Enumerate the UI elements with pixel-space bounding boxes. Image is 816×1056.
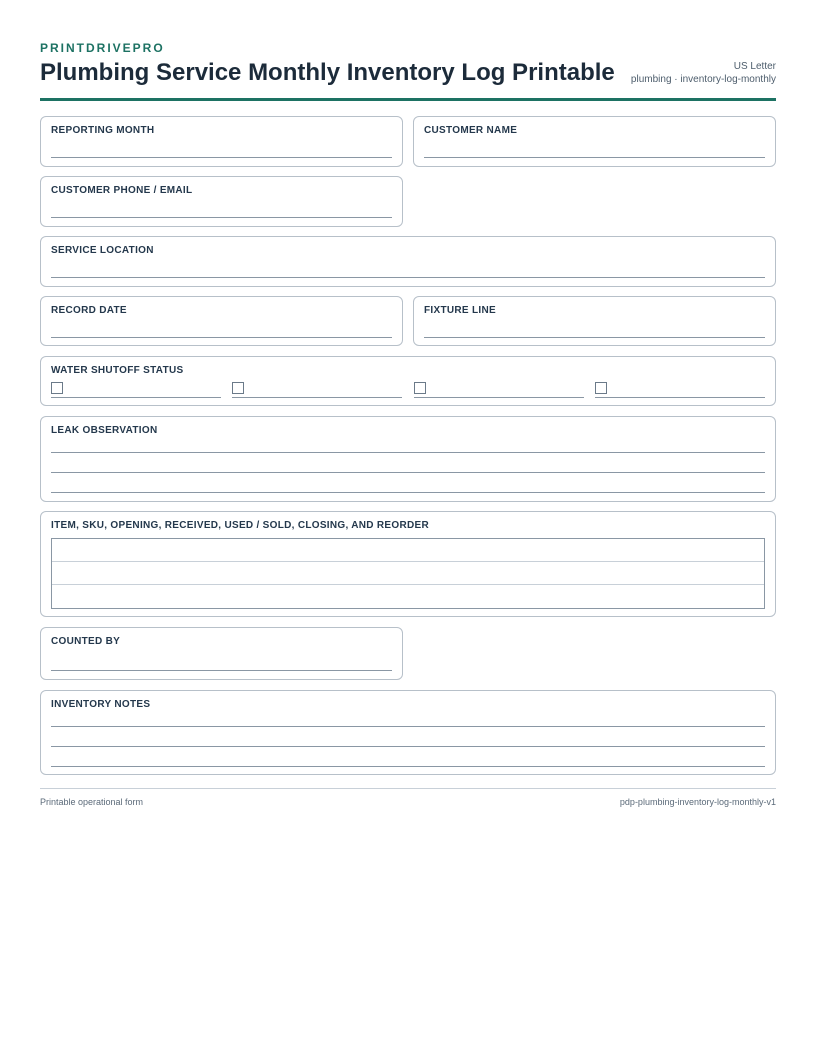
inventory-notes-label: INVENTORY NOTES [51, 699, 151, 710]
checkbox-4[interactable] [595, 382, 607, 394]
form-header [40, 40, 776, 101]
inventory-table-section [40, 511, 776, 617]
option-line-1 [51, 397, 221, 398]
notes-line-3 [51, 766, 765, 767]
paper-size-label: US Letter [733, 61, 776, 72]
customer-contact-label: CUSTOMER PHONE / EMAIL [51, 185, 193, 196]
reporting-month-field[interactable] [40, 116, 403, 167]
form-tags: plumbing · inventory-log-monthly [630, 74, 776, 85]
notes-line-1 [51, 726, 765, 727]
counted-by-label: COUNTED BY [51, 636, 121, 647]
shutoff-option-4[interactable] [595, 382, 765, 398]
brand-logo-text: PRINTDRIVEPRO [40, 41, 165, 55]
checkbox-1[interactable] [51, 382, 63, 394]
water-shutoff-status-field [40, 356, 776, 406]
customer-name-field[interactable] [413, 116, 776, 167]
table-row[interactable] [52, 562, 764, 585]
customer-contact-line [51, 217, 392, 218]
option-line-2 [232, 397, 402, 398]
leak-line-3 [51, 492, 765, 493]
form-id: pdp-plumbing-inventory-log-monthly-v1 [619, 797, 776, 807]
table-row[interactable] [52, 539, 764, 562]
service-location-field[interactable] [40, 236, 776, 287]
fixture-line-line [424, 337, 765, 338]
form-page [40, 40, 776, 807]
leak-observation-field[interactable] [40, 416, 776, 502]
shutoff-option-2[interactable] [232, 382, 402, 398]
customer-name-label: CUSTOMER NAME [424, 125, 518, 136]
customer-contact-field[interactable] [40, 176, 403, 227]
option-line-3 [414, 397, 584, 398]
record-date-line [51, 337, 392, 338]
counted-by-field[interactable] [40, 627, 403, 680]
fixture-line-label: FIXTURE LINE [424, 305, 496, 316]
reporting-month-line [51, 157, 392, 158]
leak-observation-label: LEAK OBSERVATION [51, 425, 158, 436]
service-location-label: SERVICE LOCATION [51, 245, 154, 256]
water-shutoff-status-label: WATER SHUTOFF STATUS [51, 365, 184, 376]
inventory-table-label: ITEM, SKU, OPENING, RECEIVED, USED / SOLD, CLOSING, AND REORDER [51, 520, 430, 531]
page-title: Plumbing Service Monthly Inventory Log Printable [40, 59, 615, 86]
shutoff-option-1[interactable] [51, 382, 221, 398]
checkbox-2[interactable] [232, 382, 244, 394]
option-line-4 [595, 397, 765, 398]
checkbox-3[interactable] [414, 382, 426, 394]
record-date-label: RECORD DATE [51, 305, 127, 316]
leak-line-1 [51, 452, 765, 453]
customer-name-line [424, 157, 765, 158]
fixture-line-field[interactable] [413, 296, 776, 346]
reporting-month-label: REPORTING MONTH [51, 125, 155, 136]
service-location-line [51, 277, 765, 278]
footer-description: Printable operational form [40, 797, 144, 807]
leak-line-2 [51, 472, 765, 473]
counted-by-line [51, 670, 392, 671]
inventory-table [51, 538, 765, 609]
record-date-field[interactable] [40, 296, 403, 346]
notes-line-2 [51, 746, 765, 747]
form-footer [40, 788, 776, 807]
shutoff-option-3[interactable] [414, 382, 584, 398]
header-meta [631, 60, 776, 86]
inventory-notes-field[interactable] [40, 690, 776, 775]
table-row[interactable] [52, 585, 764, 608]
